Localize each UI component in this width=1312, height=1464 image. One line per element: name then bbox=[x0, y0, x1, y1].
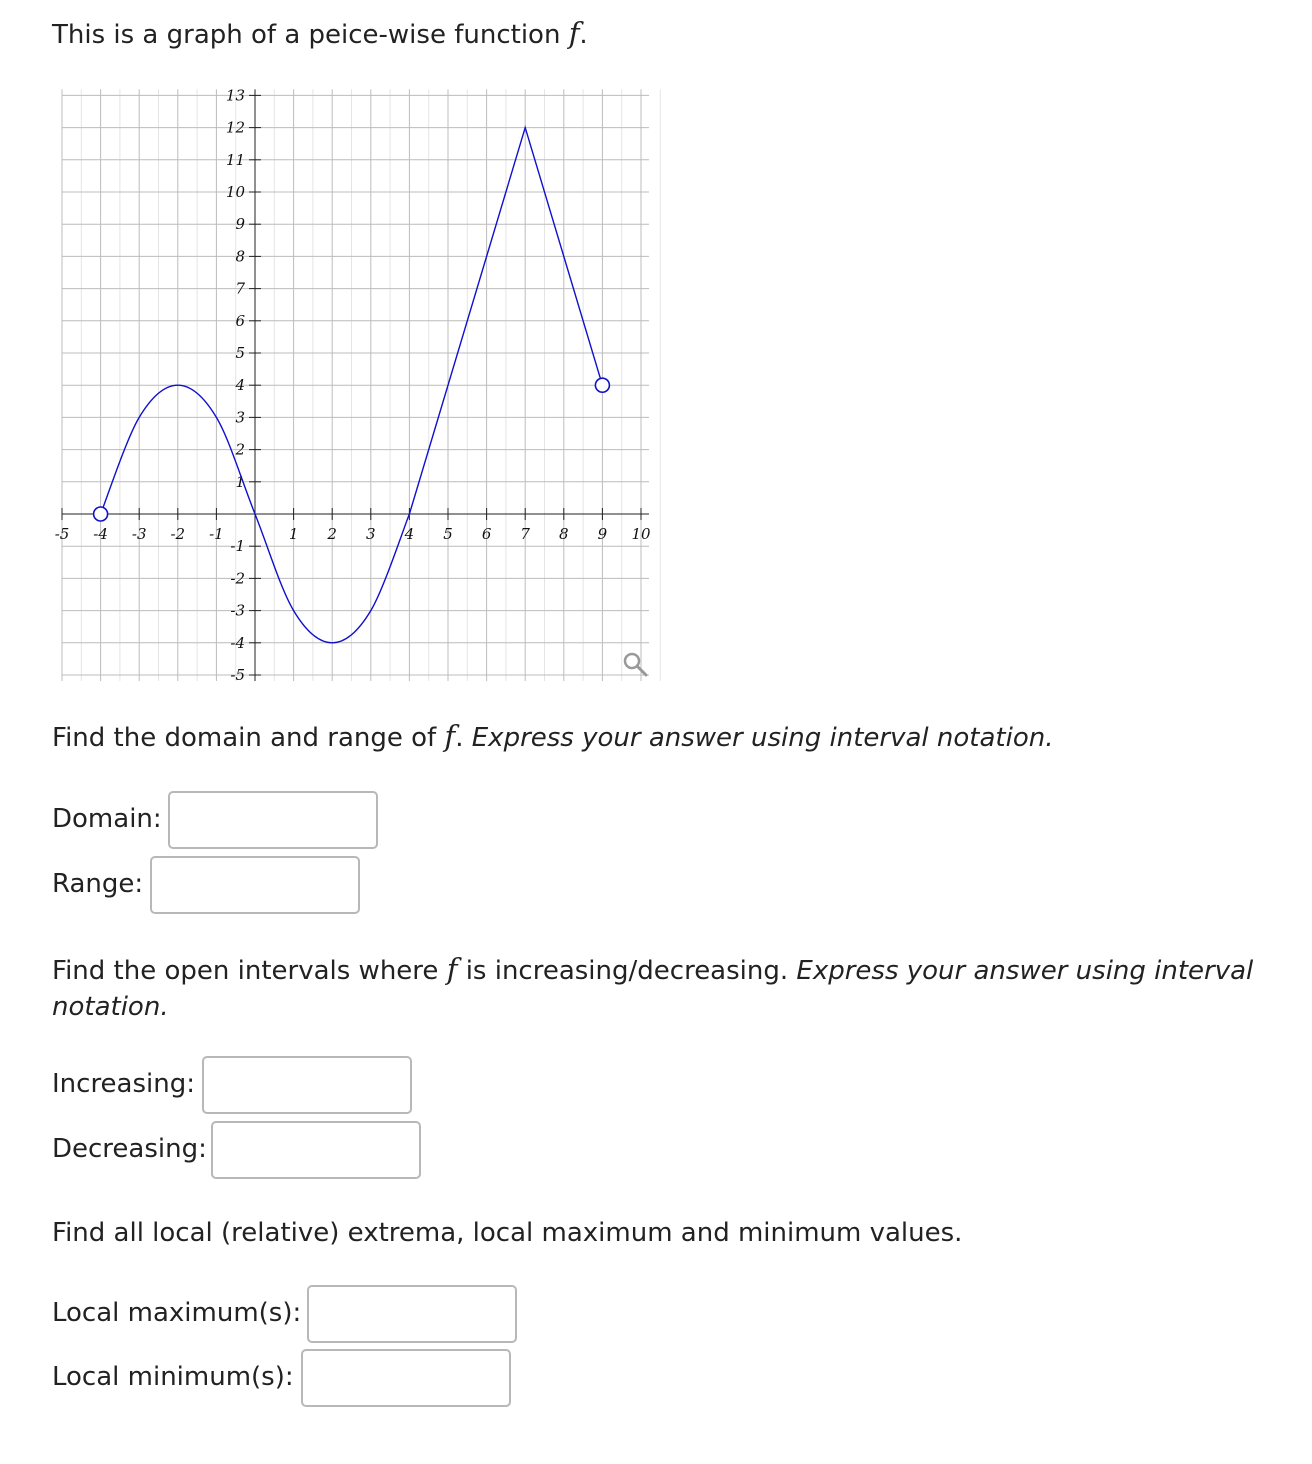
x-tick-label: -3 bbox=[131, 525, 147, 543]
y-tick-label: -5 bbox=[230, 666, 245, 684]
q2-function-symbol: f bbox=[446, 952, 458, 986]
y-tick-label: 5 bbox=[235, 344, 245, 362]
y-tick-label: 13 bbox=[225, 86, 245, 105]
x-tick-label: 1 bbox=[288, 525, 299, 543]
y-tick-label: 7 bbox=[235, 279, 245, 298]
range-label: Range: bbox=[52, 869, 144, 899]
domain-input[interactable] bbox=[168, 791, 378, 849]
y-tick-label: -2 bbox=[230, 569, 245, 588]
y-tick-label: 6 bbox=[235, 311, 245, 330]
zoom-button[interactable] bbox=[625, 654, 646, 675]
question-extrema bbox=[52, 1216, 962, 1250]
local-max-label: Local maximum(s): bbox=[52, 1298, 302, 1328]
q1-period: . bbox=[455, 723, 464, 753]
y-tick-label: 4 bbox=[235, 376, 245, 395]
y-tick-label: 3 bbox=[235, 408, 245, 427]
y-tick-label: 2 bbox=[235, 440, 245, 459]
range-input[interactable] bbox=[150, 856, 360, 914]
y-tick-label: 8 bbox=[235, 247, 245, 266]
local-min-label: Local minimum(s): bbox=[52, 1362, 294, 1392]
x-tick-label: 8 bbox=[559, 525, 569, 543]
x-tick-label: -4 bbox=[93, 525, 108, 543]
q1-function-symbol: f bbox=[444, 719, 456, 753]
question-domain-range bbox=[52, 718, 1282, 756]
x-tick-label: 4 bbox=[404, 525, 415, 543]
increasing-label: Increasing: bbox=[52, 1069, 195, 1099]
intro-sentence: This is a graph of a peice-wise function bbox=[52, 20, 561, 50]
x-tick-label: 7 bbox=[520, 525, 530, 543]
x-tick-label: 2 bbox=[327, 525, 337, 543]
x-tick-label: -1 bbox=[209, 525, 224, 543]
q1-text: Find the domain and range of bbox=[52, 723, 437, 753]
local-max-input[interactable] bbox=[307, 1285, 517, 1343]
function-symbol: f bbox=[568, 16, 580, 50]
x-tick-label: -5 bbox=[54, 525, 70, 543]
y-tick-label: 9 bbox=[235, 215, 245, 234]
local-min-input[interactable] bbox=[301, 1349, 511, 1407]
q1-instruction: Express your answer using interval notation. bbox=[471, 723, 1054, 753]
y-tick-label: -4 bbox=[230, 633, 245, 652]
y-tick-label: 11 bbox=[225, 150, 245, 169]
y-tick-label: -3 bbox=[230, 601, 245, 620]
q2-text-b: is increasing/decreasing. bbox=[465, 956, 789, 986]
decreasing-label: Decreasing: bbox=[52, 1134, 207, 1164]
increasing-input[interactable] bbox=[202, 1056, 412, 1114]
graph-grid bbox=[62, 89, 660, 681]
q2-text: Find the open intervals where bbox=[52, 956, 439, 986]
open-endpoint bbox=[595, 378, 609, 392]
q3-text: Find all local (relative) extrema, local maximum and minimum values. bbox=[52, 1218, 963, 1248]
function-graph bbox=[0, 0, 1312, 700]
x-tick-label: 10 bbox=[631, 525, 651, 543]
x-tick-label: 3 bbox=[366, 525, 376, 543]
open-endpoint bbox=[94, 507, 108, 521]
domain-label: Domain: bbox=[52, 804, 162, 834]
y-tick-label: 1 bbox=[235, 472, 245, 491]
decreasing-input[interactable] bbox=[211, 1121, 421, 1179]
q2-instruction: Express your answer using interval notation. bbox=[52, 956, 1254, 1022]
x-tick-label: 6 bbox=[481, 525, 492, 543]
y-tick-label: -1 bbox=[230, 537, 245, 556]
x-tick-label: -2 bbox=[170, 525, 186, 543]
x-tick-label: 5 bbox=[443, 525, 453, 543]
question-increasing-decreasing bbox=[52, 951, 1282, 1025]
intro-period: . bbox=[579, 20, 588, 50]
y-tick-label: 10 bbox=[225, 183, 245, 201]
y-tick-label: 12 bbox=[225, 118, 245, 137]
x-tick-label: 9 bbox=[597, 525, 608, 543]
